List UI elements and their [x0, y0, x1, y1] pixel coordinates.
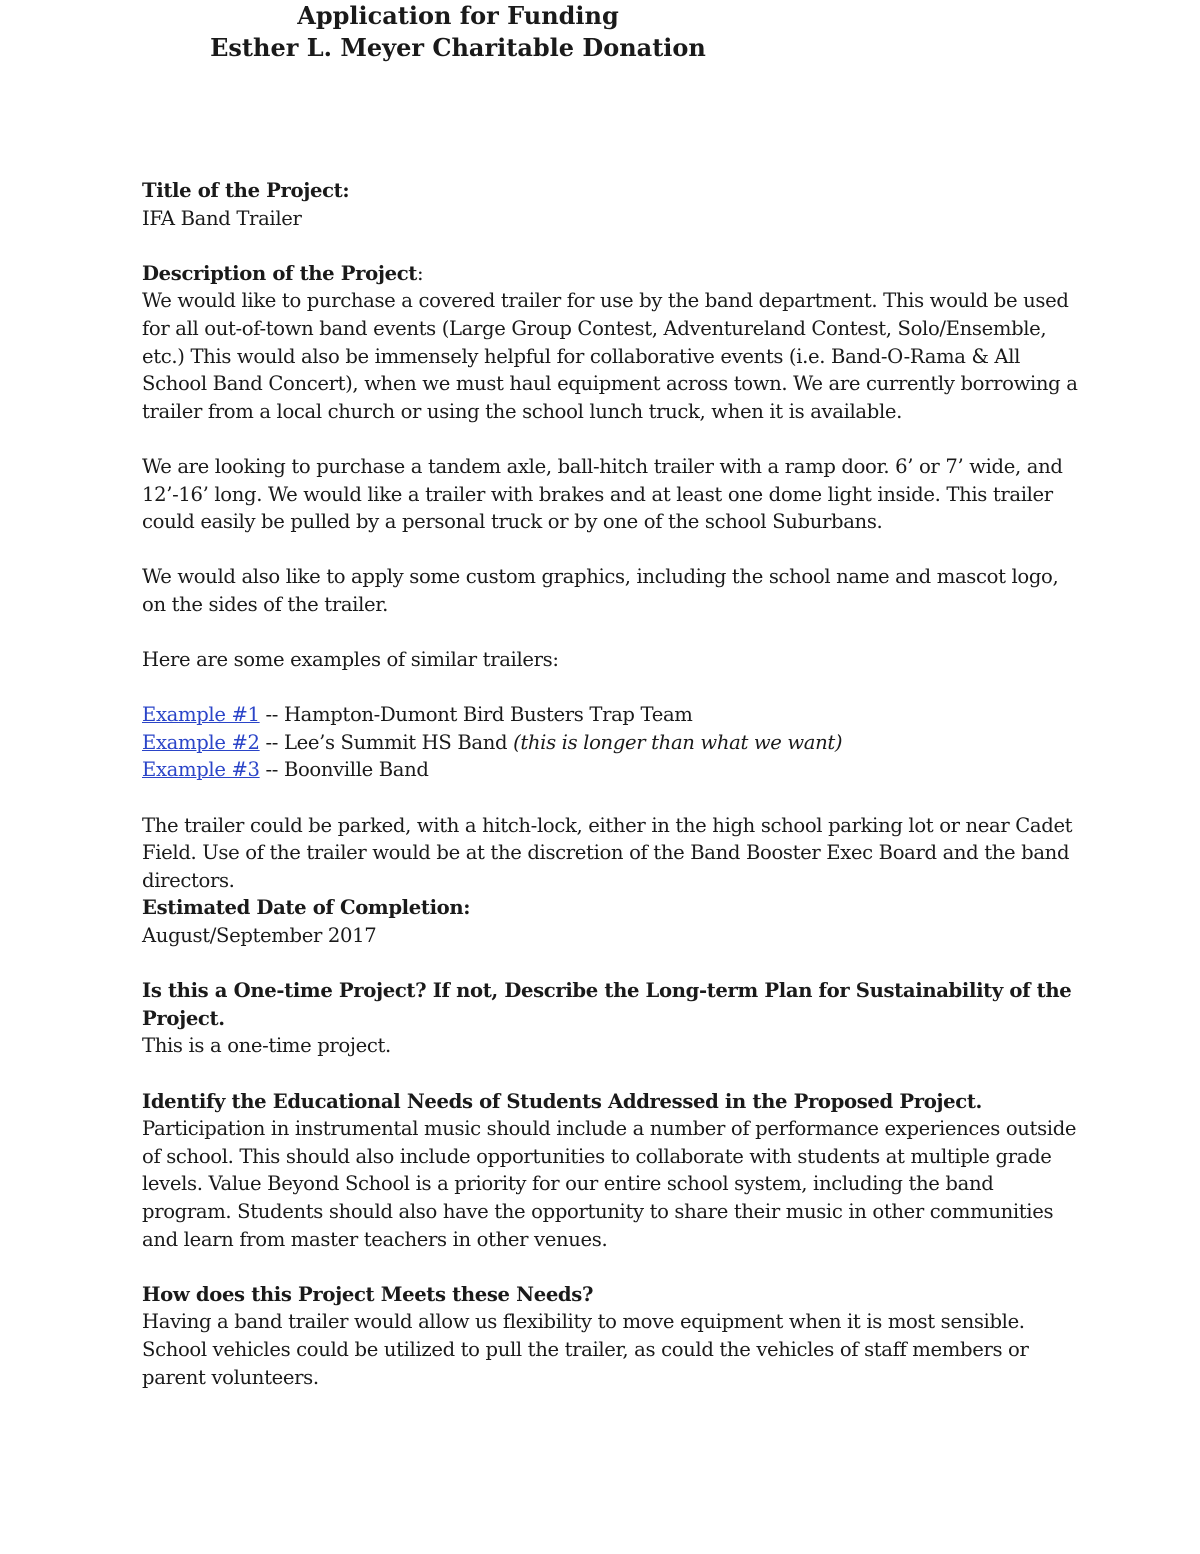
description-paragraph-1: We would like to purchase a covered trailer for use by the band department. This would be used for all out-of-town band events (Large Group Contest, Adventureland Contest, Solo/Ensemble, etc.) This would also be immensely helpful for collaborative events (i.e. Band-O-Rama & All School Band Concert), when we must haul equipment across town. We are currently borrowing a trailer from a local church or using the school lunch truck, when it is available. — [142, 289, 1078, 423]
description-label: Description of the Project — [142, 261, 417, 285]
example-2-note: (this is longer than what we want) — [513, 730, 843, 754]
meets-needs-value: Having a band trailer would allow us flexibility to move equipment when it is most sensible. School vehicles could be utilized to pull the trailer, as could the vehicles of staff members or parent volunteers. — [142, 1310, 1029, 1389]
project-title-value: IFA Band Trailer — [142, 206, 302, 230]
meets-needs-label: How does this Project Meets these Needs? — [142, 1282, 594, 1306]
one-time-label: Is this a One-time Project? If not, Describe the Long-term Plan for Sustainability of the Project. — [142, 979, 1072, 1030]
educational-needs-section — [142, 1088, 1082, 1254]
meets-needs-section — [142, 1281, 1082, 1391]
example-2-link[interactable]: Example #2 — [142, 730, 260, 754]
description-paragraph-4: Here are some examples of similar trailers: — [142, 648, 559, 672]
project-title-label: Title of the Project: — [142, 179, 350, 202]
example-1-link[interactable]: Example #1 — [142, 703, 260, 727]
educational-needs-value: Participation in instrumental music should include a number of performance experiences outside of school. This should also include opportunities to collaborate with students at multiple grade levels. Value Beyond School is a priority for our entire school system, including the band program. Students should also have the opportunity to share their music in other communities and learn from master teachers in other venues. — [142, 1117, 1077, 1251]
completion-label: Estimated Date of Completion: — [142, 896, 471, 920]
example-item — [142, 701, 1082, 729]
description-section — [142, 260, 1082, 895]
example-3-text: -- Boonville Band — [259, 758, 429, 782]
description-label-line — [142, 260, 1082, 288]
example-3-link[interactable]: Example #3 — [142, 758, 260, 782]
one-time-value: This is a one-time project. — [142, 1034, 391, 1058]
document-header — [0, 0, 1058, 64]
document-title: Application for Funding — [297, 1, 619, 30]
completion-section — [142, 894, 1082, 949]
example-item — [142, 729, 1082, 757]
description-paragraph-2: We are looking to purchase a tandem axle, ball-hitch trailer with a ramp door. 6’ or 7’ wide, and 12’-16’ long. We would like a trailer with brakes and at least one dome light inside. This trailer could easily be pulled by a personal truck or by one of the school Suburbans. — [142, 454, 1063, 534]
example-1-text: -- Hampton-Dumont Bird Busters Trap Team — [259, 703, 693, 727]
project-title-section — [142, 177, 1082, 232]
example-item — [142, 756, 1082, 784]
completion-value: August/September 2017 — [142, 924, 377, 948]
description-paragraph-3: We would also like to apply some custom graphics, including the school name and mascot logo, on the sides of the trailer. — [142, 565, 1059, 616]
examples-list — [142, 701, 1082, 784]
educational-needs-label: Identify the Educational Needs of Students Addressed in the Proposed Project. — [142, 1089, 983, 1113]
one-time-section — [142, 977, 1082, 1060]
description-paragraph-5: The trailer could be parked, with a hitch-lock, either in the high school parking lot or near Cadet Field. Use of the trailer would be at the discretion of the Band Booster Exec Board and the band directors. — [142, 813, 1073, 892]
document-subtitle: Esther L. Meyer Charitable Donation — [210, 33, 706, 62]
description-label-colon: : — [416, 261, 424, 285]
example-2-text: -- Lee’s Summit HS Band — [259, 730, 514, 754]
document-body — [142, 72, 1082, 1391]
